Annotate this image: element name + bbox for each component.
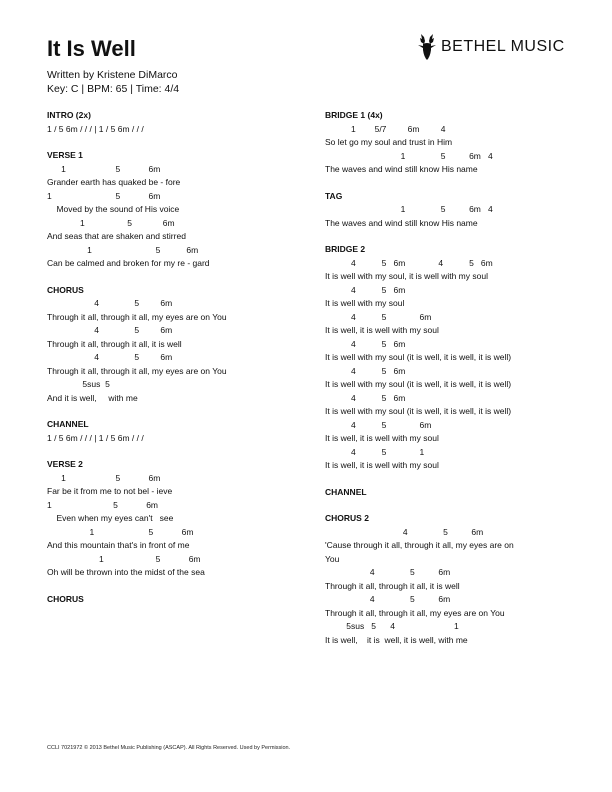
lyric-line: 1 5 6m 4 xyxy=(325,204,493,214)
section-chorus xyxy=(47,284,292,406)
right-column xyxy=(325,109,570,660)
section-heading: VERSE 2 xyxy=(47,459,83,469)
lyric-line: 4 5 6m xyxy=(47,352,173,362)
lyric-line: 1 5 6m xyxy=(47,244,199,255)
lyric-line: 1 5 6m 4 xyxy=(325,150,493,161)
section-heading: CHORUS xyxy=(47,284,84,295)
lyric-line: Through it all, through it all, my eyes are on You xyxy=(47,365,227,376)
lyric-line: 1 / 5 6m / / / | 1 / 5 6m / / / xyxy=(47,432,144,443)
lyric-line: 1 5 6m xyxy=(47,526,194,537)
lyric-line: Far be it from me to not bel - ieve xyxy=(47,486,173,496)
key-bpm-time: Key: C | BPM: 65 | Time: 4/4 xyxy=(47,83,180,95)
songwriter-credit: Written by Kristene DiMarco xyxy=(47,69,178,81)
lyric-line: 4 5 6m xyxy=(47,325,173,335)
section-heading: CHANNEL xyxy=(47,419,89,429)
section-heading: CHORUS xyxy=(47,593,84,604)
lyric-line: It is well, it is well with my soul xyxy=(325,325,439,335)
lyric-line: 1 5 6m xyxy=(47,472,161,483)
section-heading: TAG xyxy=(325,190,343,201)
lyric-line: 1 5/7 6m 4 xyxy=(325,123,446,134)
lyric-line: You xyxy=(325,553,340,564)
section-intro-2x xyxy=(47,109,292,136)
section-heading: BRIDGE 1 (4x) xyxy=(325,110,383,120)
lyric-line: 4 5 6m xyxy=(325,284,406,295)
left-column xyxy=(47,109,292,619)
lyric-line: The waves and wind still know His name xyxy=(325,164,478,174)
lyric-line: 4 5 6m 4 5 6m xyxy=(325,257,493,268)
lyric-line: 1 5 6m xyxy=(47,499,159,510)
section-bridge-2 xyxy=(325,243,570,473)
lyric-line: 4 5 6m xyxy=(325,419,432,430)
section-heading: CHANNEL xyxy=(325,486,367,497)
lyric-line: 1 5 6m xyxy=(47,163,161,174)
lyric-line: 4 5 1 xyxy=(325,446,425,457)
lyric-line: 5sus 5 4 1 xyxy=(325,621,459,631)
section-chorus xyxy=(47,593,292,607)
lyric-line: It is well with my soul (it is well, it is well, it is well) xyxy=(325,406,512,416)
lyric-line: 4 5 6m xyxy=(47,298,173,308)
lyric-line: It is well with my soul (it is well, it is well, it is well) xyxy=(325,379,512,389)
lyric-line: Through it all, through it all, my eyes are on You xyxy=(47,311,227,322)
lyric-line: It is well with my soul (it is well, it is well, it is well) xyxy=(325,352,512,362)
lyric-line: It is well, it is well with my soul xyxy=(325,460,439,470)
lyric-line: 4 5 6m xyxy=(325,338,406,349)
lyric-line: 1 5 6m xyxy=(47,553,201,564)
lyric-line: Through it all, through it all, it is well xyxy=(47,338,182,349)
lyric-line: It is well, it is well, it is well, with me xyxy=(325,634,468,645)
lyric-line: 'Cause through it all, through it all, my eyes are on xyxy=(325,540,514,550)
section-heading: CHORUS 2 xyxy=(325,513,369,523)
lyric-line: 4 5 6m xyxy=(325,526,484,537)
lyric-line: Oh will be thrown into the midst of the sea xyxy=(47,567,205,577)
lyric-line: And this mountain that's in front of me xyxy=(47,540,190,550)
section-chorus-2 xyxy=(325,512,570,647)
section-channel xyxy=(325,486,570,500)
lyric-line: Moved by the sound of His voice xyxy=(47,204,180,214)
section-channel xyxy=(47,418,292,445)
lyric-line: 4 5 6m xyxy=(325,365,406,376)
lyric-line: 1 5 6m xyxy=(47,190,161,201)
stag-head-icon xyxy=(417,32,437,62)
bethel-music-logo xyxy=(417,30,565,64)
lyric-line: 4 5 6m xyxy=(325,311,432,322)
section-tag xyxy=(325,190,570,231)
lyric-line: It is well, it is well with my soul xyxy=(325,433,439,443)
section-heading: INTRO (2x) xyxy=(47,110,91,120)
lyric-line: 1 / 5 6m / / / | 1 / 5 6m / / / xyxy=(47,123,144,134)
lyric-line: So let go my soul and trust in Him xyxy=(325,137,453,147)
lyric-line: Through it all, through it all, it is well xyxy=(325,580,460,591)
section-heading: VERSE 1 xyxy=(47,150,83,160)
section-heading: BRIDGE 2 xyxy=(325,244,366,254)
copyright-footer: CCLI 7021972 © 2013 Bethel Music Publishing (ASCAP). All Rights Reserved. Used by Permission. xyxy=(47,745,291,751)
lyric-line: And seas that are shaken and stirred xyxy=(47,231,186,241)
lyric-line: Can be calmed and broken for my re - gard xyxy=(47,258,210,268)
lyric-line: 4 5 6m xyxy=(325,594,451,604)
lyric-line: It is well with my soul xyxy=(325,298,405,308)
lyric-line: The waves and wind still know His name xyxy=(325,217,478,228)
lyric-line: 4 5 6m xyxy=(325,392,406,403)
song-title: It Is Well xyxy=(47,36,136,61)
logo-text: BETHEL MUSIC xyxy=(441,38,565,55)
lyric-line: 5sus 5 xyxy=(47,379,110,389)
lyric-line: Even when my eyes can't see xyxy=(47,513,174,523)
section-bridge-1-4x xyxy=(325,109,570,177)
section-verse-1 xyxy=(47,149,292,271)
lyric-line: And it is well, with me xyxy=(47,392,138,403)
lyric-line: 4 5 6m xyxy=(325,567,451,577)
section-verse-2 xyxy=(47,458,292,580)
lyric-line: Grander earth has quaked be - fore xyxy=(47,177,181,187)
lyric-line: It is well with my soul, it is well with my soul xyxy=(325,271,488,281)
lyric-line: Through it all, through it all, my eyes are on You xyxy=(325,607,505,618)
lyric-line: 1 5 6m xyxy=(47,217,175,228)
